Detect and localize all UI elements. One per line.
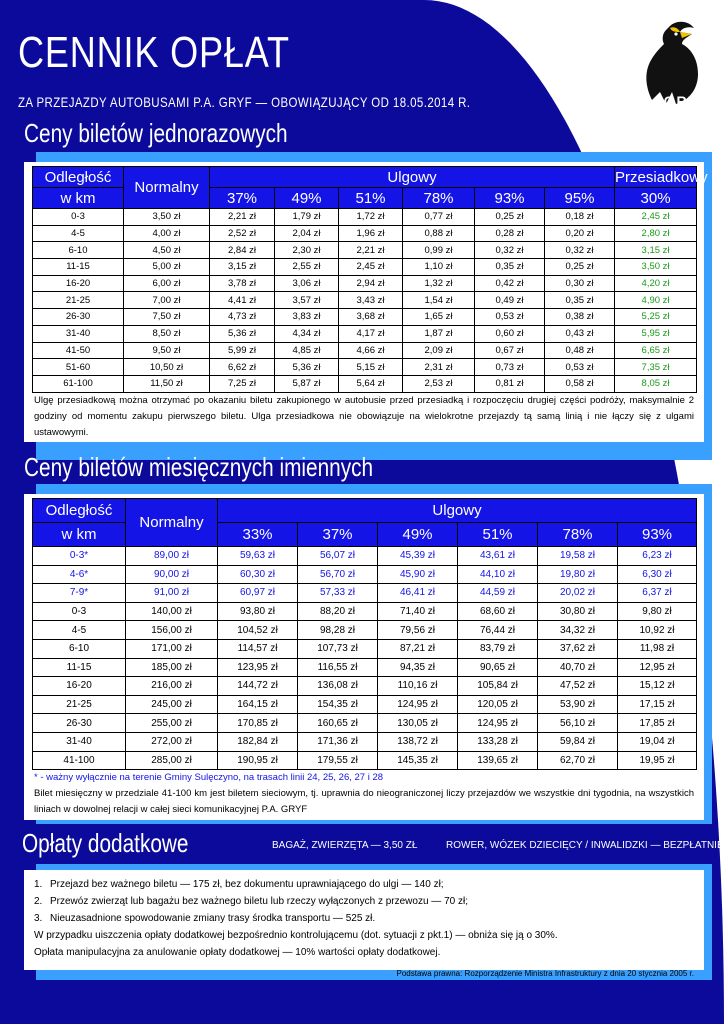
price-cell: 0,25 zł (475, 209, 545, 226)
price-cell: 140,00 zł (126, 602, 218, 621)
distance-cell: 41-50 (33, 342, 124, 359)
price-cell: 8,05 zł (615, 375, 697, 392)
price-cell: 4,85 zł (275, 342, 339, 359)
col-percent: 93% (618, 523, 697, 547)
price-cell: 47,52 zł (538, 677, 618, 696)
col-reduced: Ulgowy (218, 499, 697, 523)
price-cell: 93,80 zł (218, 602, 298, 621)
col-percent: 49% (275, 188, 339, 209)
col-percent: 78% (538, 523, 618, 547)
price-cell: 156,00 zł (126, 621, 218, 640)
price-cell: 105,84 zł (458, 677, 538, 696)
price-cell: 5,36 zł (210, 325, 275, 342)
table-row (33, 732, 697, 751)
distance-cell: 0-3 (33, 209, 124, 226)
table-row (33, 292, 697, 309)
single-tickets-table (32, 166, 708, 393)
distance-cell: 21-25 (33, 695, 126, 714)
price-cell: 3,57 zł (275, 292, 339, 309)
price-cell: 216,00 zł (126, 677, 218, 696)
col-percent: 93% (475, 188, 545, 209)
price-cell: 37,62 zł (538, 639, 618, 658)
col-reduced: Ulgowy (210, 167, 615, 188)
distance-cell: 4-5 (33, 621, 126, 640)
col-distance: Odległość (33, 167, 124, 188)
table-row (33, 375, 697, 392)
price-cell: 0,53 zł (545, 359, 615, 376)
price-cell: 4,73 zł (210, 309, 275, 326)
price-cell: 6,00 zł (124, 275, 210, 292)
price-cell: 4,17 zł (339, 325, 403, 342)
price-cell: 88,20 zł (298, 602, 378, 621)
price-cell: 59,84 zł (538, 732, 618, 751)
price-cell: 7,25 zł (210, 375, 275, 392)
table-row (33, 695, 697, 714)
price-cell: 6,65 zł (615, 342, 697, 359)
price-cell: 1,65 zł (403, 309, 475, 326)
col-distance-unit: w km (33, 188, 124, 209)
price-cell: 45,39 zł (378, 547, 458, 566)
table-row (33, 751, 697, 770)
distance-cell: 26-30 (33, 714, 126, 733)
price-cell: 116,55 zł (298, 658, 378, 677)
distance-cell: 61-100 (33, 375, 124, 392)
price-cell: 160,65 zł (298, 714, 378, 733)
price-cell: 104,52 zł (218, 621, 298, 640)
distance-cell: 51-60 (33, 359, 124, 376)
table-row (33, 565, 697, 584)
price-cell: 1,32 zł (403, 275, 475, 292)
price-cell: 2,21 zł (210, 209, 275, 226)
distance-cell: 6-10 (33, 639, 126, 658)
price-cell: 124,95 zł (458, 714, 538, 733)
price-cell: 0,88 zł (403, 225, 475, 242)
distance-cell: 4-5 (33, 225, 124, 242)
price-cell: 20,02 zł (538, 584, 618, 603)
col-normal: Normalny (124, 167, 210, 209)
fee-discount-note: W przypadku uiszczenia opłaty dodatkowej bezpośrednio kontrolującemu (dot. sytuacji z pkt.1) — obniża się ją o 30%. (34, 930, 558, 941)
table-row (33, 259, 697, 276)
price-cell: 1,87 zł (403, 325, 475, 342)
col-normal: Normalny (126, 499, 218, 547)
single-tickets-heading: Ceny biletów jednorazowych (24, 118, 288, 148)
price-cell: 0,81 zł (475, 375, 545, 392)
price-cell: 1,79 zł (275, 209, 339, 226)
table-row (33, 242, 697, 259)
price-cell: 6,62 zł (210, 359, 275, 376)
price-cell: 179,55 zł (298, 751, 378, 770)
header (18, 28, 349, 78)
price-cell: 2,30 zł (275, 242, 339, 259)
col-percent: 33% (218, 523, 298, 547)
price-cell: 53,90 zł (538, 695, 618, 714)
price-cell: 60,30 zł (218, 565, 298, 584)
monthly-footnote: * - ważny wyłącznie na terenie Gminy Sulęczyno, na trasach linii 24, 25, 26, 27 i 28 (34, 772, 384, 784)
price-cell: 59,63 zł (218, 547, 298, 566)
price-cell: 3,50 zł (615, 259, 697, 276)
price-cell: 76,44 zł (458, 621, 538, 640)
distance-cell: 16-20 (33, 677, 126, 696)
price-cell: 17,85 zł (618, 714, 697, 733)
fee-item: 2. Przewóz zwierząt lub bagażu bez ważnego biletu lub rzeczy wyłączonych z przewozu — 70 zł; (34, 896, 468, 907)
price-cell: 7,50 zł (124, 309, 210, 326)
price-cell: 0,28 zł (475, 225, 545, 242)
price-cell: 0,35 zł (545, 292, 615, 309)
price-cell: 91,00 zł (126, 584, 218, 603)
price-cell: 114,57 zł (218, 639, 298, 658)
price-cell: 56,70 zł (298, 565, 378, 584)
col-percent: 95% (545, 188, 615, 209)
price-cell: 2,04 zł (275, 225, 339, 242)
col-percent: 37% (298, 523, 378, 547)
price-cell: 90,65 zł (458, 658, 538, 677)
price-cell: 3,78 zł (210, 275, 275, 292)
legal-basis: Podstawa prawna: Rozporządzenie Ministra Infrastruktury z dnia 20 stycznia 2005 r. (396, 969, 694, 978)
distance-cell: 0-3* (33, 547, 126, 566)
price-cell: 3,43 zł (339, 292, 403, 309)
distance-cell: 4-6* (33, 565, 126, 584)
col-transfer-percent: 30% (615, 188, 697, 209)
price-cell: 124,95 zł (378, 695, 458, 714)
price-cell: 2,09 zł (403, 342, 475, 359)
table-row (33, 309, 697, 326)
price-cell: 1,72 zł (339, 209, 403, 226)
price-cell: 182,84 zł (218, 732, 298, 751)
price-cell: 1,54 zł (403, 292, 475, 309)
price-cell: 171,36 zł (298, 732, 378, 751)
distance-cell: 41-100 (33, 751, 126, 770)
distance-cell: 26-30 (33, 309, 124, 326)
price-cell: 245,00 zł (126, 695, 218, 714)
price-cell: 2,53 zł (403, 375, 475, 392)
price-cell: 17,15 zł (618, 695, 697, 714)
price-cell: 12,95 zł (618, 658, 697, 677)
price-cell: 0,30 zł (545, 275, 615, 292)
price-cell: 138,72 zł (378, 732, 458, 751)
col-distance: Odległość (33, 499, 126, 523)
price-cell: 0,32 zł (475, 242, 545, 259)
price-cell: 0,38 zł (545, 309, 615, 326)
price-cell: 4,66 zł (339, 342, 403, 359)
price-cell: 4,34 zł (275, 325, 339, 342)
extra-fees-list (24, 870, 704, 988)
price-cell: 0,18 zł (545, 209, 615, 226)
distance-cell: 31-40 (33, 325, 124, 342)
price-cell: 272,00 zł (126, 732, 218, 751)
price-cell: 6,23 zł (618, 547, 697, 566)
price-cell: 2,94 zł (339, 275, 403, 292)
price-cell: 0,60 zł (475, 325, 545, 342)
price-cell: 19,58 zł (538, 547, 618, 566)
logo-text: GRYF (663, 93, 710, 109)
price-cell: 0,49 zł (475, 292, 545, 309)
price-cell: 34,32 zł (538, 621, 618, 640)
price-cell: 94,35 zł (378, 658, 458, 677)
price-cell: 44,10 zł (458, 565, 538, 584)
distance-cell: 31-40 (33, 732, 126, 751)
price-cell: 43,61 zł (458, 547, 538, 566)
price-cell: 0,42 zł (475, 275, 545, 292)
price-cell: 98,28 zł (298, 621, 378, 640)
distance-cell: 16-20 (33, 275, 124, 292)
price-cell: 7,00 zł (124, 292, 210, 309)
price-cell: 3,15 zł (210, 259, 275, 276)
table-row (33, 621, 697, 640)
col-distance-unit: w km (33, 523, 126, 547)
price-cell: 0,58 zł (545, 375, 615, 392)
price-cell: 83,79 zł (458, 639, 538, 658)
table-row (33, 658, 697, 677)
price-cell: 8,50 zł (124, 325, 210, 342)
price-cell: 0,99 zł (403, 242, 475, 259)
col-percent: 78% (403, 188, 475, 209)
price-cell: 1,96 zł (339, 225, 403, 242)
table-row (33, 547, 697, 566)
transfer-note: Ulgę przesiadkową można otrzymać po okazaniu biletu zakupionego w autobusie przed przesiadką i rozpoczęciu drugiej części podróży, maksymalnie 2 godziny od momentu zakupu pierwszego biletu. Ulga przesiadkowa nie obowiązuje na wielokrotne przejazdy tą samą linią i nie łączy się z ulgami ustawowymi. (34, 394, 694, 438)
price-cell: 62,70 zł (538, 751, 618, 770)
price-cell: 2,21 zł (339, 242, 403, 259)
price-cell: 5,64 zł (339, 375, 403, 392)
price-cell: 130,05 zł (378, 714, 458, 733)
price-cell: 185,00 zł (126, 658, 218, 677)
table-row (33, 714, 697, 733)
free-items: ROWER, WÓZEK DZIECIĘCY / INWALIDZKI — BEZPŁATNIE (446, 840, 724, 851)
price-cell: 123,95 zł (218, 658, 298, 677)
monthly-tickets-panel (24, 494, 704, 820)
table-row (33, 342, 697, 359)
price-cell: 170,85 zł (218, 714, 298, 733)
price-cell: 171,00 zł (126, 639, 218, 658)
baggage-fee: BAGAŻ, ZWIERZĘTA — 3,50 ZŁ (272, 840, 418, 851)
price-cell: 0,25 zł (545, 259, 615, 276)
price-cell: 2,52 zł (210, 225, 275, 242)
price-cell: 9,50 zł (124, 342, 210, 359)
price-cell: 145,35 zł (378, 751, 458, 770)
table-row (33, 209, 697, 226)
price-cell: 164,15 zł (218, 695, 298, 714)
price-cell: 3,50 zł (124, 209, 210, 226)
price-cell: 89,00 zł (126, 547, 218, 566)
page-subtitle: ZA PRZEJAZDY AUTOBUSAMI P.A. GRYF — OBOWIĄZUJĄCY OD 18.05.2014 R. (18, 94, 471, 110)
price-cell: 5,15 zł (339, 359, 403, 376)
price-cell: 4,20 zł (615, 275, 697, 292)
price-cell: 87,21 zł (378, 639, 458, 658)
price-cell: 136,08 zł (298, 677, 378, 696)
col-percent: 49% (378, 523, 458, 547)
price-cell: 5,00 zł (124, 259, 210, 276)
table-row (33, 677, 697, 696)
distance-cell: 7-9* (33, 584, 126, 603)
price-cell: 3,83 zł (275, 309, 339, 326)
price-cell: 3,06 zł (275, 275, 339, 292)
price-cell: 10,50 zł (124, 359, 210, 376)
price-cell: 144,72 zł (218, 677, 298, 696)
price-cell: 1,10 zł (403, 259, 475, 276)
fee-item: 1. Przejazd bez ważnego biletu — 175 zł, bez dokumentu uprawniającego do ulgi — 140 zł; (34, 879, 444, 890)
price-cell: 0,20 zł (545, 225, 615, 242)
table-row (33, 584, 697, 603)
price-cell: 68,60 zł (458, 602, 538, 621)
price-cell: 110,16 zł (378, 677, 458, 696)
price-cell: 40,70 zł (538, 658, 618, 677)
price-cell: 2,45 zł (615, 209, 697, 226)
price-cell: 10,92 zł (618, 621, 697, 640)
col-transfer: Przesiadkowy (615, 168, 708, 186)
price-cell: 4,50 zł (124, 242, 210, 259)
price-cell: 107,73 zł (298, 639, 378, 658)
page-title: CENNIK OPŁAT (18, 28, 290, 77)
col-percent: 51% (339, 188, 403, 209)
col-percent: 37% (210, 188, 275, 209)
price-cell: 0,53 zł (475, 309, 545, 326)
fee-cancel-note: Opłata manipulacyjna za anulowanie opłaty dodatkowej — 10% wartości opłaty dodatkowej. (34, 947, 441, 958)
price-cell: 4,41 zł (210, 292, 275, 309)
price-cell: 139,65 zł (458, 751, 538, 770)
distance-cell: 11-15 (33, 658, 126, 677)
price-cell: 79,56 zł (378, 621, 458, 640)
col-percent: 51% (458, 523, 538, 547)
price-cell: 90,00 zł (126, 565, 218, 584)
price-cell: 120,05 zł (458, 695, 538, 714)
price-cell: 0,35 zł (475, 259, 545, 276)
price-cell: 57,33 zł (298, 584, 378, 603)
price-cell: 56,07 zł (298, 547, 378, 566)
price-cell: 2,80 zł (615, 225, 697, 242)
price-cell: 255,00 zł (126, 714, 218, 733)
monthly-tickets-heading: Ceny biletów miesięcznych imiennych (24, 452, 374, 482)
price-cell: 190,95 zł (218, 751, 298, 770)
price-cell: 0,73 zł (475, 359, 545, 376)
price-cell: 6,30 zł (618, 565, 697, 584)
extra-fees-heading: Opłaty dodatkowe (22, 828, 189, 858)
distance-cell: 21-25 (33, 292, 124, 309)
fee-item: 3. Nieuzasadnione spowodowanie zmiany trasy środka transportu — 525 zł. (34, 913, 376, 924)
table-row (33, 275, 697, 292)
price-cell: 19,80 zł (538, 565, 618, 584)
price-cell: 9,80 zł (618, 602, 697, 621)
price-cell: 5,25 zł (615, 309, 697, 326)
price-cell: 0,32 zł (545, 242, 615, 259)
distance-cell: 6-10 (33, 242, 124, 259)
monthly-note: Bilet miesięczny w przedziale 41-100 km jest biletem sieciowym, tj. uprawnia do nieograniczonej liczy przejazdów we wszystkie dni tygodnia, na wszystkich liniach w dowolnej relacji w całej sieci komunikacyjnej P.A. GRYF (34, 788, 694, 816)
price-cell: 19,04 zł (618, 732, 697, 751)
distance-cell: 11-15 (33, 259, 124, 276)
price-cell: 4,90 zł (615, 292, 697, 309)
price-cell: 0,77 zł (403, 209, 475, 226)
table-row (33, 359, 697, 376)
price-cell: 11,98 zł (618, 639, 697, 658)
price-cell: 0,48 zł (545, 342, 615, 359)
price-cell: 2,45 zł (339, 259, 403, 276)
price-cell: 4,00 zł (124, 225, 210, 242)
price-cell: 133,28 zł (458, 732, 538, 751)
price-cell: 11,50 zł (124, 375, 210, 392)
price-cell: 7,35 zł (615, 359, 697, 376)
distance-cell: 0-3 (33, 602, 126, 621)
table-row (33, 325, 697, 342)
price-cell: 5,95 zł (615, 325, 697, 342)
price-cell: 5,87 zł (275, 375, 339, 392)
table-row (33, 639, 697, 658)
price-cell: 285,00 zł (126, 751, 218, 770)
price-cell: 154,35 zł (298, 695, 378, 714)
price-cell: 45,90 zł (378, 565, 458, 584)
monthly-tickets-table (32, 498, 697, 770)
price-cell: 3,68 zł (339, 309, 403, 326)
price-cell: 3,15 zł (615, 242, 697, 259)
price-cell: 44,59 zł (458, 584, 538, 603)
price-cell: 15,12 zł (618, 677, 697, 696)
price-cell: 6,37 zł (618, 584, 697, 603)
price-cell: 2,55 zł (275, 259, 339, 276)
price-cell: 5,99 zł (210, 342, 275, 359)
table-row (33, 225, 697, 242)
single-tickets-panel (24, 162, 708, 442)
price-cell: 30,80 zł (538, 602, 618, 621)
price-cell: 0,67 zł (475, 342, 545, 359)
price-cell: 2,84 zł (210, 242, 275, 259)
extra-fees-panel (24, 870, 704, 978)
price-cell: 19,95 zł (618, 751, 697, 770)
price-cell: 2,31 zł (403, 359, 475, 376)
price-cell: 46,41 zł (378, 584, 458, 603)
price-cell: 60,97 zł (218, 584, 298, 603)
price-cell: 71,40 zł (378, 602, 458, 621)
table-row (33, 602, 697, 621)
price-cell: 0,43 zł (545, 325, 615, 342)
price-cell: 5,36 zł (275, 359, 339, 376)
price-cell: 56,10 zł (538, 714, 618, 733)
